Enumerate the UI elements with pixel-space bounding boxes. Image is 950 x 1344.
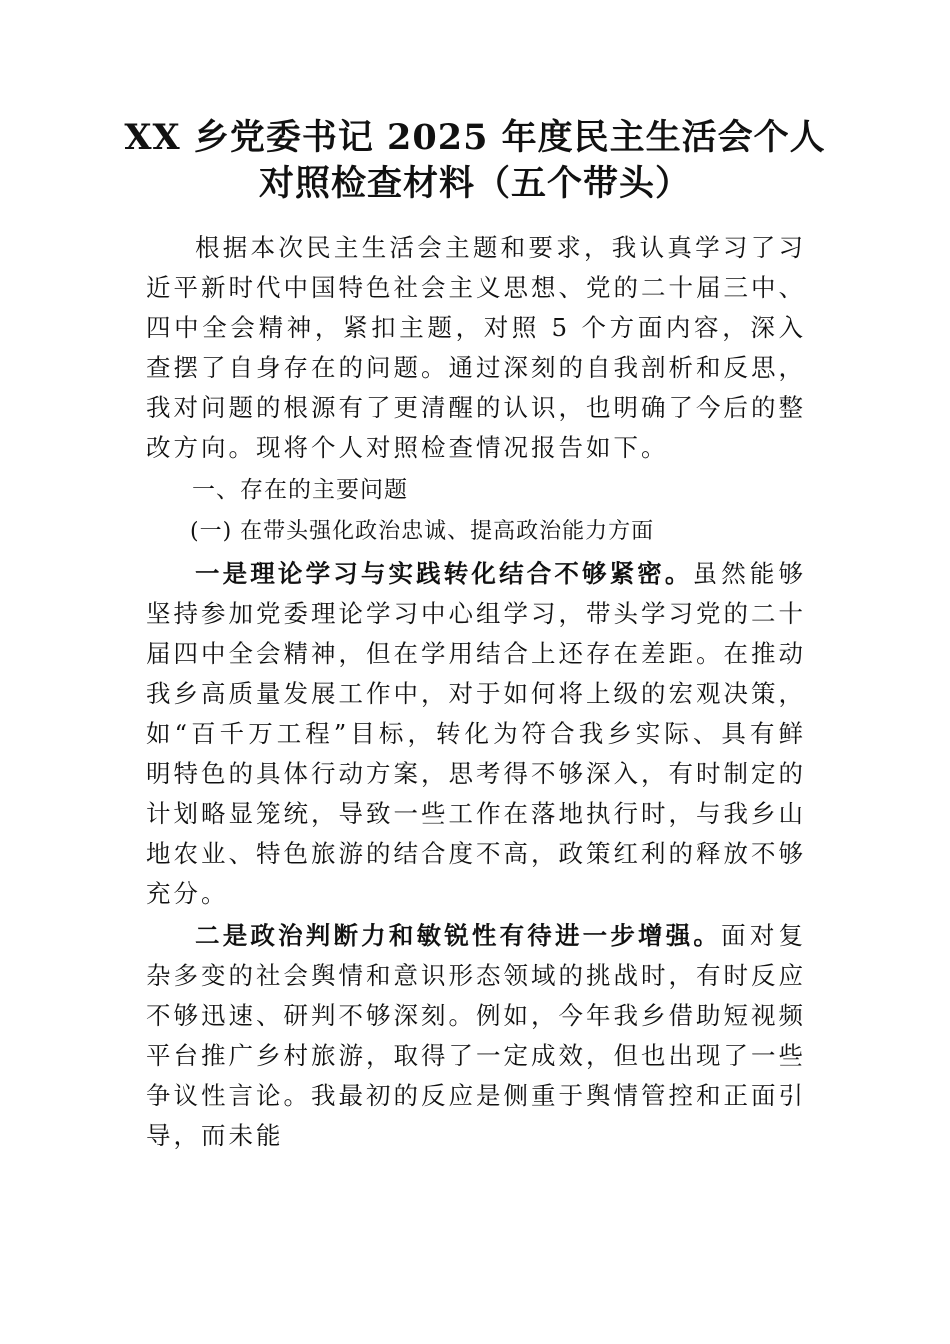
document-body [146, 228, 806, 1156]
point-lead-1: 一是理论学习与实践转化结合不够紧密。 [195, 559, 693, 588]
point-paragraph-2 [146, 916, 806, 1156]
section-heading: 一、存在的主要问题 [192, 477, 408, 503]
point-text-2: 面对复杂多变的社会舆情和意识形态领域的挑战时，有时反应不够迅速、研判不够深刻。例如，今年我乡借助短视频平台推广乡村旅游，取得了一定成效，但也出现了一些争议性言论。我最初的反应是侧重于舆情管控和正面引导，而未能 [146, 921, 807, 1150]
point-lead-2: 二是政治判断力和敏锐性有待进一步增强。 [195, 921, 722, 950]
intro-paragraph: 根据本次民主生活会主题和要求，我认真学习了习近平新时代中国特色社会主义思想、党的二十届三中、四中全会精神，紧扣主题，对照 5 个方面内容，深入查摆了自身存在的问题。通过深刻的自我剖析和反思，我对问题的根源有了更清醒的认识，也明确了今后的整改方向。现将个人对照检查情况报告如下。 [146, 233, 806, 462]
subsection-heading: (一) 在带头强化政治忠诚、提高政治能力方面 [190, 519, 655, 544]
document-title-line2: 对照检查材料（五个带头） [258, 163, 691, 204]
point-text-1: 虽然能够坚持参加党委理论学习中心组学习，带头学习党的二十届四中全会精神，但在学用结合上还存在差距。在推动我乡高质量发展工作中，对于如何将上级的宏观决策，如“百千万工程”目标，转化为符合我乡实际、具有鲜明特色的具体行动方案，思考得不够深入，有时制定的计划略显笼统，导致一些工作在落地执行时，与我乡山地农业、特色旅游的结合度不高，政策红利的释放不够充分。 [146, 559, 807, 908]
point-paragraph-1 [146, 554, 806, 914]
document-title-line1: XX 乡党委书记 2025 年度民主生活会个人 [124, 117, 826, 158]
